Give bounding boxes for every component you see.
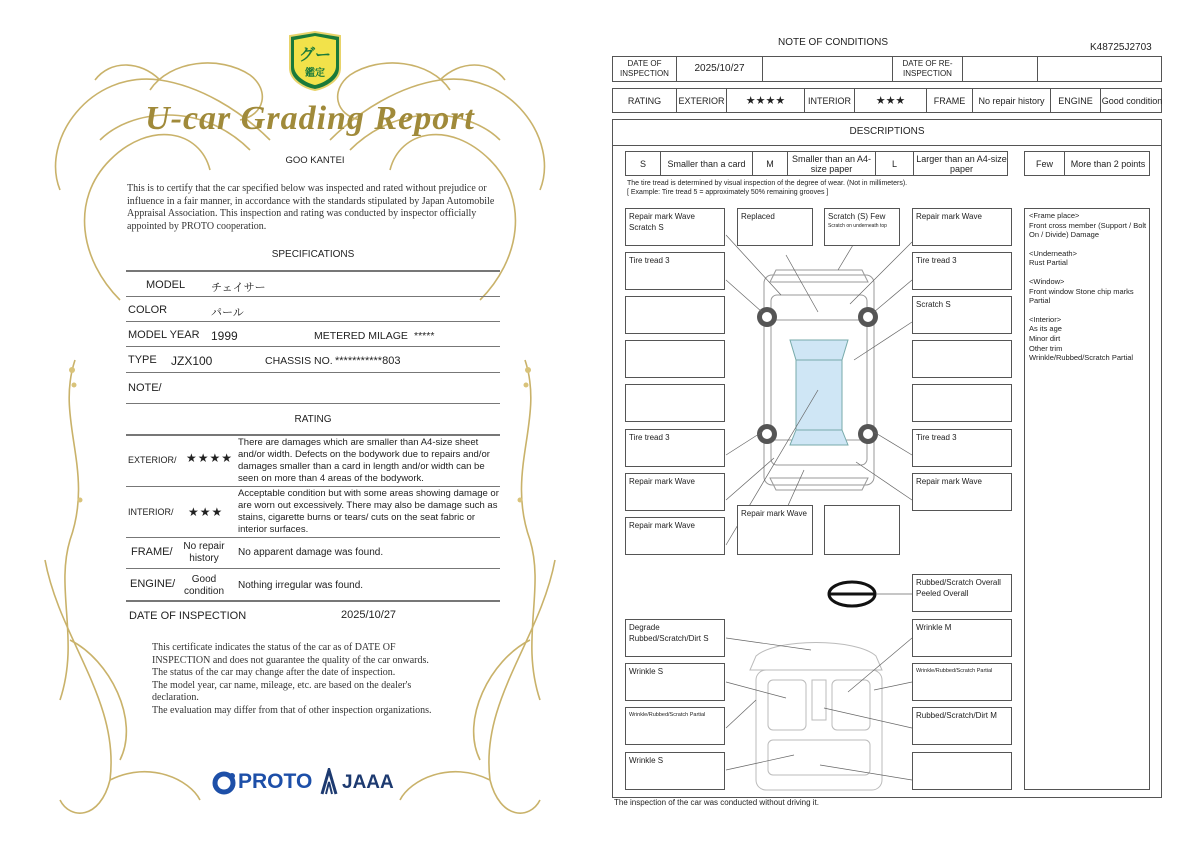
note-right-door-trim: Wrinkle/Rubbed/Scratch Partial xyxy=(912,663,1012,701)
note-left-4 xyxy=(625,340,725,378)
note-left-door-trim: Wrinkle/Rubbed/Scratch Partial xyxy=(625,707,725,745)
note-label: NOTE/ xyxy=(128,382,162,394)
tire-example: [ Example: Tire tread 5 = approximately 50% remaining grooves ] xyxy=(627,189,829,196)
interior-label: INTERIOR xyxy=(805,89,855,112)
underneath-body: Rust Partial xyxy=(1029,258,1068,268)
exterior-stars: ★★★★ xyxy=(186,451,234,465)
descriptions-heading: DESCRIPTIONS xyxy=(612,119,1162,146)
svg-text:グー: グー xyxy=(298,45,332,64)
interior-body: As its age Minor dirt Other trim Wrinkle/Rubbed/Scratch Partial xyxy=(1029,324,1134,363)
condition-sheet xyxy=(606,0,1200,848)
few-label: Few xyxy=(1025,152,1065,175)
exterior-label: EXTERIOR xyxy=(677,89,727,112)
legend-key-m: M xyxy=(753,152,788,175)
exterior-stars: ★★★★ xyxy=(727,89,805,112)
engine-value: Good condition xyxy=(183,574,225,597)
note-right-4 xyxy=(912,340,1012,378)
frame-value: No repair history xyxy=(183,541,225,564)
color-value: パール xyxy=(211,307,244,319)
inspection-date-label: DATE OF INSPECTION xyxy=(129,610,247,622)
goo-kantei-logo xyxy=(286,30,344,92)
specifications-heading: SPECIFICATIONS xyxy=(271,249,355,260)
inspection-date-value: 2025/10/27 xyxy=(677,57,763,81)
note-left-5 xyxy=(625,384,725,422)
frame-label: FRAME/ xyxy=(131,546,173,558)
model-year-label: MODEL YEAR xyxy=(128,329,200,341)
frame-value: No repair history xyxy=(973,89,1051,112)
note-front-left: Repair mark Wave Scratch S xyxy=(625,208,725,246)
note-tire-rear-right: Tire tread 3 xyxy=(912,429,1012,467)
jaaa-brand: JAAA xyxy=(342,772,394,793)
note-right-5 xyxy=(912,384,1012,422)
note-rear-right: Repair mark Wave xyxy=(912,473,1012,511)
legend-text-m: Smaller than an A4-size paper xyxy=(788,152,876,175)
note-tire-rear-left: Tire tread 3 xyxy=(625,429,725,467)
note-front-underneath: Scratch (S) Few Scratch on underneath top xyxy=(824,208,900,246)
note-dashboard: Degrade Rubbed/Scratch/Dirt S xyxy=(625,619,725,657)
interior-stars: ★★★ xyxy=(855,89,927,112)
note-right-3: Scratch S xyxy=(912,296,1012,334)
note-left-3 xyxy=(625,296,725,334)
chassis-label: CHASSIS NO. xyxy=(265,355,333,367)
size-legend xyxy=(625,151,1008,176)
frame-place-body: Front cross member (Support / Bolt On / Divide) Damage xyxy=(1029,220,1147,240)
sheet-ref-number: K48725J2703 xyxy=(1090,42,1152,53)
note-rear-left: Repair mark Wave xyxy=(625,473,725,511)
few-legend xyxy=(1024,151,1150,176)
note-front-right: Repair mark Wave xyxy=(912,208,1012,246)
model-label: MODEL xyxy=(146,279,186,291)
mileage-value: ***** xyxy=(414,330,435,342)
rating-label: RATING xyxy=(613,89,677,112)
interior-description: Acceptable condition but with some areas showing damage or are worn out excessively. There may also be damage such as stains, cigarette burns or tears/ cuts on the seat fabric or interior surfaces. xyxy=(238,488,499,535)
engine-label: ENGINE xyxy=(1051,89,1101,112)
note-rear-left-2: Repair mark Wave xyxy=(625,517,725,555)
rating-row xyxy=(612,88,1162,113)
engine-description: Nothing irregular was found. xyxy=(238,580,364,591)
legend-text-s: Smaller than a card xyxy=(661,152,753,175)
steering-wheel-icon xyxy=(829,582,912,606)
note-front-seat-left: Wrinkle S xyxy=(625,663,725,701)
proto-logo-icon xyxy=(212,771,238,795)
sheet-title: NOTE OF CONDITIONS xyxy=(778,37,888,48)
certification-intro: This is to certify that the car specified below was inspected and rated without prejudice or influence in a fair manner, in accordance with the standards stipulated by Japan Automobile Appraisal Association. This inspection and rating was conducted by inspector officially appointed by PROTO cooperation. xyxy=(127,183,495,232)
note-tire-front-right: Tire tread 3 xyxy=(912,252,1012,290)
date-row xyxy=(612,56,1162,82)
model-value: チェイサー xyxy=(211,282,266,294)
type-value: JZX100 xyxy=(171,354,213,368)
note-rear-underneath xyxy=(824,505,900,555)
report-title: U-car Grading Report xyxy=(145,100,475,137)
underneath-head: <Underneath> xyxy=(1029,248,1077,258)
model-year-value: 1999 xyxy=(211,329,238,343)
mileage-label: METERED MILAGE xyxy=(314,330,408,342)
inspection-date-value: 2025/10/27 xyxy=(341,609,397,621)
legend-key-s: S xyxy=(626,152,661,175)
type-label: TYPE xyxy=(128,354,157,366)
inspection-date-label: DATE OF INSPECTION xyxy=(613,57,677,81)
note-steering: Rubbed/Scratch Overall Peeled Overall xyxy=(912,574,1012,612)
note-front-bumper: Replaced xyxy=(737,208,813,246)
sheet-footer: The inspection of the car was conducted without driving it. xyxy=(614,798,819,807)
certificate-footer: This certificate indicates the status of the car as of DATE OF INSPECTION and does not guarantee the quality of the car onwards. The status of the car may change after the date of inspection. The model year, car name, mileage, etc. are based on the dealer's declaration. The evaluation may differ from that of other inspection organizations. xyxy=(152,642,432,716)
proto-brand: PROTO xyxy=(238,770,313,793)
window-head: <Window> xyxy=(1029,276,1065,286)
interior-head: <Interior> xyxy=(1029,314,1062,324)
report-subtitle: GOO KANTEI xyxy=(285,155,345,166)
chassis-value: ***********803 xyxy=(335,355,401,367)
note-tire-front-left: Tire tread 3 xyxy=(625,252,725,290)
color-label: COLOR xyxy=(128,304,168,316)
interior-stars: ★★★ xyxy=(188,505,224,519)
note-center-console: Rubbed/Scratch/Dirt M xyxy=(912,707,1012,745)
exterior-label: EXTERIOR/ xyxy=(128,455,177,465)
engine-label: ENGINE/ xyxy=(130,578,176,590)
engine-value: Good condition xyxy=(1101,95,1163,106)
reinspection-date-label: DATE OF RE-INSPECTION xyxy=(893,57,963,81)
legend-text-l: Larger than an A4-size paper xyxy=(916,153,1007,174)
interior-label: INTERIOR/ xyxy=(128,507,174,517)
frame-description: No apparent damage was found. xyxy=(238,547,384,558)
few-text: More than 2 points xyxy=(1070,158,1146,169)
note-front-seat-right: Wrinkle M xyxy=(912,619,1012,657)
legend-key-l: L xyxy=(876,152,914,175)
exterior-description: There are damages which are smaller than A4-size sheet and/or width. Defects on the bodywork due to repairs and/or damages smaller than a card in length and/or width can be seen on more than 4 areas of the bodywork. xyxy=(238,437,490,484)
frame-place-head: <Frame place> xyxy=(1029,211,1080,220)
note-rear-bumper: Repair mark Wave xyxy=(737,505,813,555)
tire-note: The tire tread is determined by visual inspection of the degree of wear. (Not in millimeters). xyxy=(627,180,908,187)
frame-label: FRAME xyxy=(927,89,973,112)
window-body: Front window Stone chip marks Partial xyxy=(1029,286,1134,306)
side-notes-panel xyxy=(1024,208,1150,790)
svg-text:鑑定: 鑑定 xyxy=(305,68,325,79)
jaaa-logo-icon xyxy=(318,768,340,796)
rating-heading: RATING xyxy=(294,414,332,425)
note-rear-trim xyxy=(912,752,1012,790)
note-rear-seat: Wrinkle S xyxy=(625,752,725,790)
